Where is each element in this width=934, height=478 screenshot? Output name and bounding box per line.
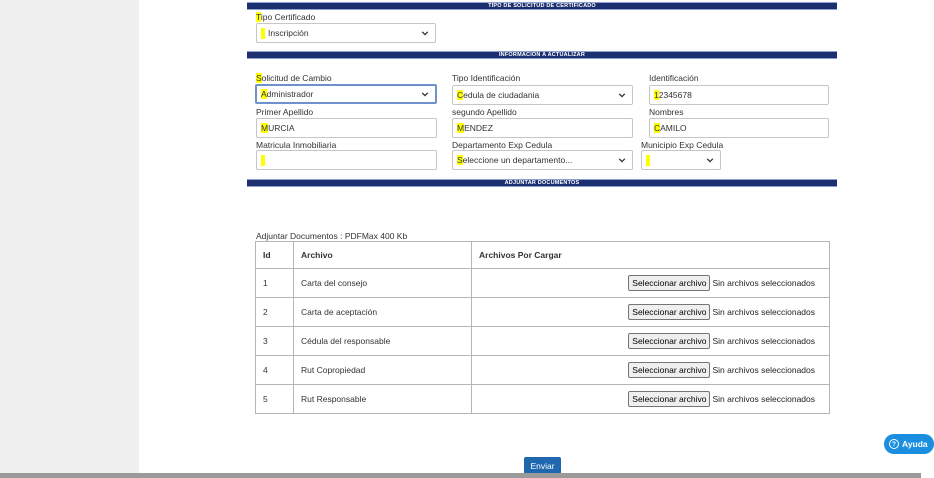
select-file-button[interactable]: Seleccionar archivo xyxy=(628,304,710,320)
departamento-label: Departamento Exp Cedula xyxy=(452,140,553,150)
identificacion-input[interactable]: 12345678 xyxy=(649,85,829,105)
help-label: Ayuda xyxy=(902,439,928,449)
select-file-button[interactable]: Seleccionar archivo xyxy=(628,391,710,407)
chevron-down-icon xyxy=(706,156,714,164)
municipio-select[interactable] xyxy=(641,150,721,170)
row-id: 5 xyxy=(256,385,294,414)
section-bar-attach: ADJUNTAR DOCUMENTOS xyxy=(247,179,837,187)
row-archivo: Cédula del responsable xyxy=(294,327,472,356)
row-archivo: Carta de aceptación xyxy=(294,298,472,327)
row-archivo: Carta del consejo xyxy=(294,269,472,298)
chevron-down-icon xyxy=(618,91,626,99)
bottom-scrollbar xyxy=(0,473,921,478)
select-file-button[interactable]: Seleccionar archivo xyxy=(628,333,710,349)
select-file-button[interactable]: Seleccionar archivo xyxy=(628,362,710,378)
row-id: 2 xyxy=(256,298,294,327)
identificacion-label: Identificación xyxy=(649,73,699,83)
nombres-input[interactable]: CAMILO xyxy=(649,118,829,138)
documents-caption: Adjuntar Documentos : PDFMax 400 Kb xyxy=(256,231,408,241)
segundo-apellido-label: segundo Apellido xyxy=(452,107,517,117)
nombres-label: Nombres xyxy=(649,107,684,117)
column-header-id: Id xyxy=(256,242,294,269)
select-file-button[interactable]: Seleccionar archivo xyxy=(628,275,710,291)
highlight-marker xyxy=(261,155,265,166)
section-bar-certificate: TIPO DE SOLICITUD DE CERTIFICADO xyxy=(247,2,837,10)
tipo-identificacion-select[interactable]: Cedula de ciudadania xyxy=(452,85,633,105)
tipo-identificacion-label: Tipo Identificación xyxy=(452,73,521,83)
departamento-select[interactable]: Seleccione un departamento... xyxy=(452,150,633,170)
solicitud-cambio-select[interactable]: Administrador xyxy=(255,84,437,104)
file-upload-cell xyxy=(472,298,830,327)
segundo-apellido-input[interactable]: MENDEZ xyxy=(452,118,633,138)
column-header-archivos-por-cargar: Archivos Por Cargar xyxy=(472,242,830,269)
table-row xyxy=(256,269,830,298)
file-upload-cell xyxy=(472,385,830,414)
table-header-row xyxy=(256,242,830,269)
file-status: Sin archivos seleccionados xyxy=(712,278,815,288)
primer-apellido-label: Primer Apellido xyxy=(256,107,314,117)
left-gutter xyxy=(0,0,139,478)
file-upload-cell xyxy=(472,269,830,298)
matricula-input[interactable] xyxy=(256,150,437,170)
row-id: 1 xyxy=(256,269,294,298)
solicitud-cambio-label: Solicitud de Cambio xyxy=(256,73,332,83)
highlight-marker xyxy=(646,155,650,166)
question-icon: ? xyxy=(889,439,899,449)
municipio-label: Municipio Exp Cedula xyxy=(641,140,724,150)
row-archivo: Rut Responsable xyxy=(294,385,472,414)
row-id: 4 xyxy=(256,356,294,385)
table-row xyxy=(256,356,830,385)
chevron-down-icon xyxy=(421,90,429,98)
documents-table xyxy=(255,241,830,414)
row-archivo: Rut Copropiedad xyxy=(294,356,472,385)
table-row xyxy=(256,385,830,414)
primer-apellido-input[interactable]: MURCIA xyxy=(256,118,437,138)
column-header-archivo: Archivo xyxy=(294,242,472,269)
file-status: Sin archivos seleccionados xyxy=(712,365,815,375)
file-status: Sin archivos seleccionados xyxy=(712,307,815,317)
highlight-marker xyxy=(261,28,265,39)
chevron-down-icon xyxy=(421,29,429,37)
file-upload-cell xyxy=(472,356,830,385)
submit-button[interactable]: Enviar xyxy=(524,457,561,474)
matricula-label: Matricula Inmobiliaria xyxy=(256,140,337,150)
chevron-down-icon xyxy=(618,156,626,164)
section-bar-update: INFORMACION A ACTUALIZAR xyxy=(247,51,837,59)
row-id: 3 xyxy=(256,327,294,356)
help-button[interactable] xyxy=(884,434,934,454)
file-status: Sin archivos seleccionados xyxy=(712,394,815,404)
tipo-certificado-select[interactable]: Inscripción xyxy=(256,23,436,43)
table-row xyxy=(256,327,830,356)
file-status: Sin archivos seleccionados xyxy=(712,336,815,346)
table-row xyxy=(256,298,830,327)
tipo-certificado-label: Tipo Certificado xyxy=(256,12,316,22)
file-upload-cell xyxy=(472,327,830,356)
